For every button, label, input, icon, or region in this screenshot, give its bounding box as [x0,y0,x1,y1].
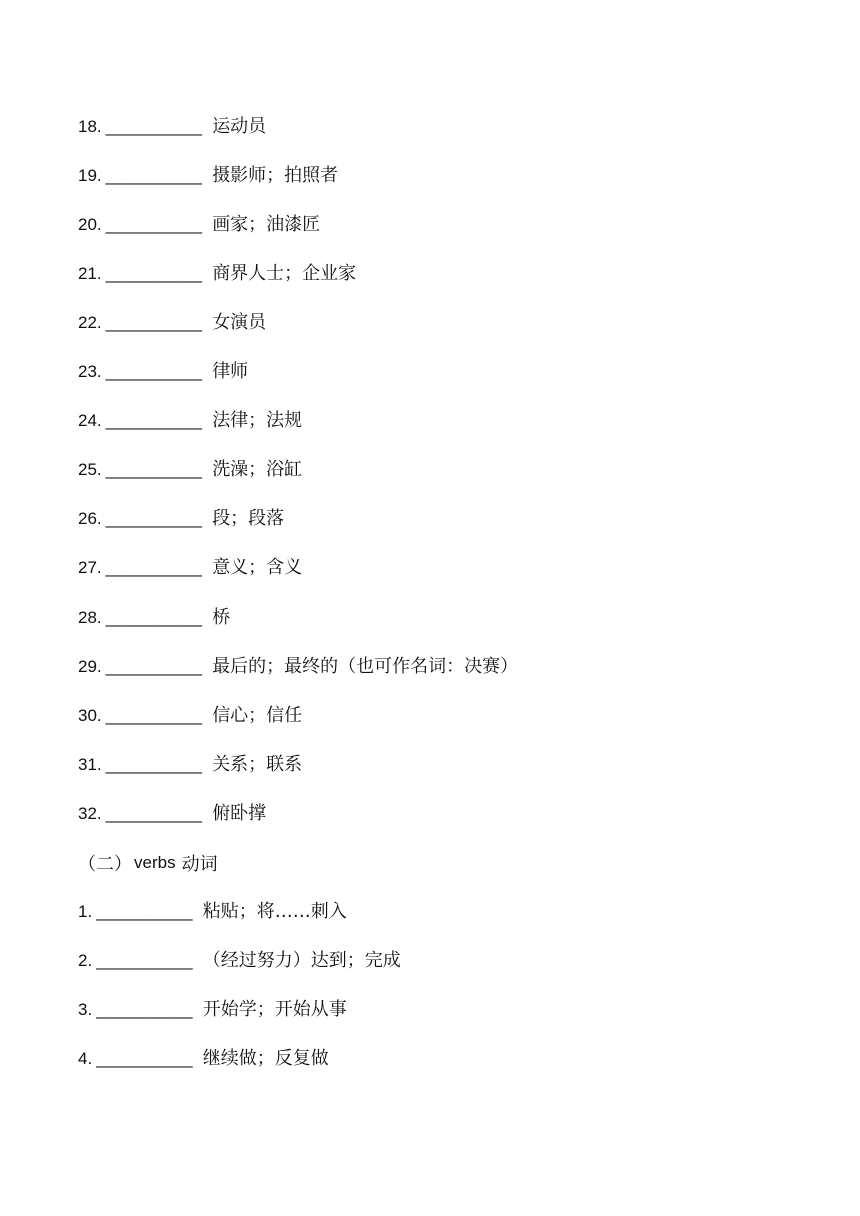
item-meaning: 律师 [212,361,249,382]
list-item [78,947,401,975]
item-meaning: 俯卧撑 [212,803,267,824]
item-number: 22. [78,313,102,332]
item-number: 30. [78,706,102,725]
list-item [78,456,302,484]
item-meaning: 商界人士；企业家 [212,263,357,284]
item-number: 21. [78,264,102,283]
item-meaning: 段；段落 [212,508,285,529]
item-meaning: 桥 [212,607,231,628]
item-meaning: 意义；含义 [212,557,303,578]
item-meaning: 法律；法规 [212,410,303,431]
item-meaning: 女演员 [212,312,267,333]
item-meaning: 最后的；最终的（也可作名词：决赛） [212,656,519,677]
list-item [78,505,284,533]
list-item [78,800,266,828]
item-meaning: 洗澡；浴缸 [212,459,303,480]
section-heading-en: verbs [134,853,176,872]
answer-blank: __________ [105,411,203,430]
item-number: 24. [78,411,102,430]
answer-blank: __________ [105,166,203,185]
list-item [78,309,266,337]
list-item [78,604,230,632]
list-item [78,1045,329,1073]
item-meaning: 粘贴；将……刺入 [202,901,347,922]
item-meaning: 关系；联系 [212,754,303,775]
item-number: 28. [78,608,102,627]
answer-blank: __________ [96,951,193,970]
list-item [78,898,347,926]
section-heading [78,849,218,877]
item-meaning: 继续做；反复做 [202,1048,329,1069]
item-number: 18. [78,117,102,136]
answer-blank: __________ [96,902,193,921]
item-number: 19. [78,166,102,185]
answer-blank: __________ [105,706,203,725]
answer-blank: __________ [96,1049,193,1068]
item-number: 26. [78,509,102,528]
answer-blank: __________ [105,313,203,332]
item-number: 23. [78,362,102,381]
answer-blank: __________ [105,264,203,283]
list-item [78,162,338,190]
answer-blank: __________ [105,460,203,479]
item-number: 1. [78,902,93,921]
item-number: 3. [78,1000,93,1019]
list-item [78,554,302,582]
section-heading-prefix: （二） [78,854,132,875]
item-number: 25. [78,460,102,479]
item-meaning: 摄影师；拍照者 [212,165,339,186]
answer-blank: __________ [105,558,203,577]
list-item [78,113,266,141]
answer-blank: __________ [96,1000,193,1019]
item-meaning: 画家；油漆匠 [212,214,321,235]
list-item [78,702,302,730]
answer-blank: __________ [105,362,203,381]
item-number: 2. [78,951,93,970]
item-number: 27. [78,558,102,577]
item-number: 29. [78,657,102,676]
section-heading-zh: 动词 [181,854,218,875]
answer-blank: __________ [105,657,203,676]
answer-blank: __________ [105,755,203,774]
item-number: 4. [78,1049,93,1068]
answer-blank: __________ [105,608,203,627]
list-item [78,751,302,779]
list-item [78,407,302,435]
list-item [78,996,347,1024]
item-number: 31. [78,755,102,774]
item-meaning: 开始学；开始从事 [202,999,347,1020]
item-number: 20. [78,215,102,234]
item-number: 32. [78,804,102,823]
item-meaning: 运动员 [212,116,267,137]
list-item [78,260,356,288]
list-item [78,211,320,239]
list-item [78,358,248,386]
item-meaning: （经过努力）达到；完成 [202,950,401,971]
item-meaning: 信心；信任 [212,705,303,726]
answer-blank: __________ [105,804,203,823]
answer-blank: __________ [105,509,203,528]
list-item [78,653,518,681]
answer-blank: __________ [105,215,203,234]
answer-blank: __________ [105,117,203,136]
